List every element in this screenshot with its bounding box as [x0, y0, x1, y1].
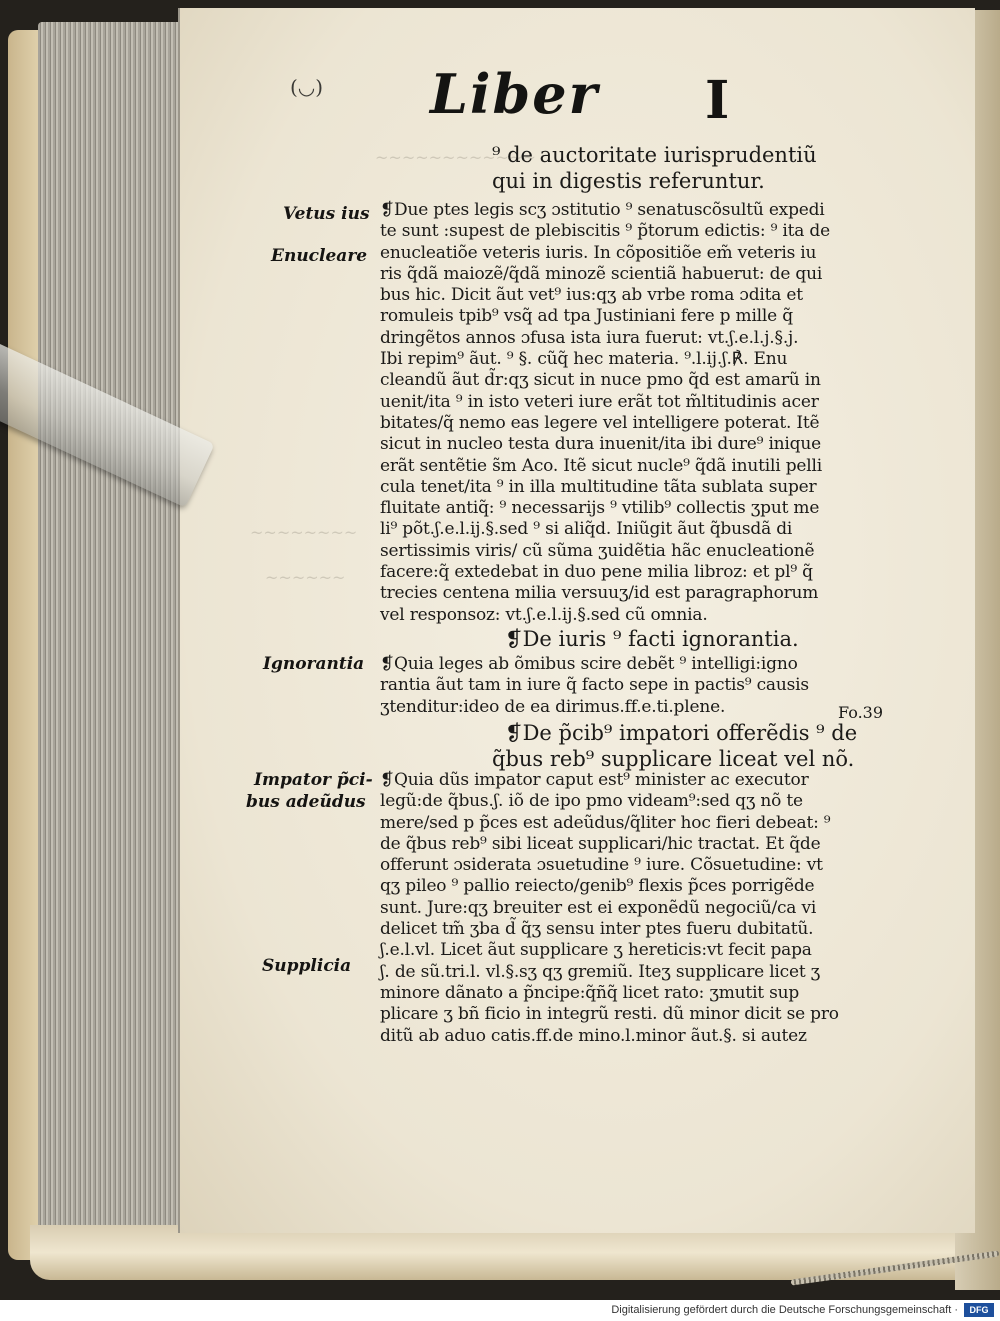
- bleed-through-text: ~~~~~~~~: [250, 523, 358, 542]
- text-line: ❡Quia dũs impator caput est⁹ minister ac executor: [380, 770, 809, 790]
- text-line: ʃ.e.l.vl. Licet ãut supplicare ʒ hereticis:vt fecit papa: [380, 940, 812, 961]
- text-line: erãt sentẽtie s̃m Aco. Itẽ sicut nucle⁹ q̃dã inutili pelli: [380, 455, 822, 476]
- text-line: legũ:de q̃bus.ʃ. iõ de ipo pmo videam⁹:sed qʒ nõ te: [380, 791, 803, 812]
- funding-credit: Digitalisierung gefördert durch die Deutsche Forschungsgemeinschaft ·: [611, 1304, 958, 1316]
- paragraph-3: [380, 770, 839, 1047]
- text-line: fluitate antiq̃: ⁹ necessarijs ⁹ vtilib⁹ collectis ʒput me: [380, 498, 820, 519]
- text-line: sicut in nucleo testa dura inuenit/ita ibi dure⁹ inique: [380, 434, 821, 455]
- text-line: ris q̃dã maiozẽ/q̃dã minozẽ scientiã habuerut: de qui: [380, 263, 823, 284]
- dfg-logo: DFG: [964, 1303, 994, 1317]
- text-line: bitates/q̃ nemo eas legere vel intelligere poterat. Itẽ: [380, 412, 820, 433]
- text-line: ❡Quia leges ab õmibus scire debẽt ⁹ intelligi:igno: [380, 654, 798, 674]
- section-heading-precibus-line: q̃bus reb⁹ supplicare liceat vel nõ.: [492, 747, 855, 771]
- text-line: enucleatiõe veteris iuris. In cõpositiõe em̃ veteris iu: [380, 242, 817, 263]
- text-line: bus hic. Dicit ãut vet⁹ ius:qʒ ab vrbe roma ɔdita et: [380, 285, 803, 306]
- text-line: mere/sed p p̃ces est adeũdus/q̃liter hoc fieri debeat: ⁹: [380, 812, 831, 833]
- margin-note-supplicia: Supplicia: [262, 956, 352, 976]
- text-line: sunt. Jure:qʒ breuiter est ei exponẽdũ negociũ/ca vi: [380, 897, 817, 918]
- text-line: Ibi repim⁹ ãut. ⁹ §. cũq̃ hec materia. ⁹.l.ij.ʃ.℟. Enu: [380, 349, 788, 370]
- heading-intro-line: ⁹ de auctoritate iurisprudentiũ: [492, 143, 817, 167]
- footer-bar: [0, 1300, 1000, 1321]
- text-line: vel responsoz: vt.ʃ.e.l.ij.§.sed cũ omnia.: [380, 604, 708, 625]
- text-line: qʒ pileo ⁹ pallio reiecto/genib⁹ flexis p̃ces porrigẽde: [380, 876, 815, 897]
- bleed-through-text: ~~~~~~~~~~~~: [375, 148, 536, 167]
- text-line: delicet tm̃ ʒba d̃ q̃ʒ sensu inter ptes fueru dubitatũ.: [380, 919, 814, 940]
- running-head: Liber: [430, 62, 600, 126]
- text-line: sertissimis viris/ cũ sũma ʒuidẽtia hãc enucleationẽ: [380, 540, 815, 561]
- text-line: ʒtenditur:ideo de ea dirimus.ff.e.ti.plene.: [380, 696, 726, 717]
- folio-mark: (◡): [290, 75, 324, 99]
- bleed-through-text: ~~~~~~: [265, 568, 346, 587]
- text-line: de q̃bus reb⁹ sibi liceat supplicari/hic tractat. Et q̃de: [380, 833, 821, 854]
- margin-note-ignorantia: Ignorantia: [263, 654, 365, 674]
- text-line: minore dãnato a p̃ncipe:q̃ñq̃ licet rato: ʒmutit sup: [380, 982, 800, 1003]
- text-line: rantia ãut tam in iure q̃ facto sepe in pactis⁹ causis: [380, 675, 809, 696]
- text-line: cula tenet/ita ⁹ in illa multitudine tãta sublata super: [380, 476, 817, 497]
- text-line: romuleis tpib⁹ vsq̃ ad tpa Justiniani fere p mille q̃: [380, 306, 793, 327]
- margin-note-impator: Impator p̃ci-: [254, 770, 373, 790]
- text-line: uenit/ita ⁹ in isto veteri iure erãt tot m̃ltitudinis acer: [380, 391, 819, 412]
- text-line: offerunt ɔsiderata ɔsuetudine ⁹ iure. Cõsuetudine: vt: [380, 855, 823, 876]
- text-line: cleandũ ãut d̃r:qʒ sicut in nuce pmo q̃d est amarũ in: [380, 370, 821, 391]
- text-line: plicare ʒ bñ ficio in integrũ resti. dũ minor dicit se pro: [380, 1004, 839, 1025]
- book-number: I: [705, 70, 730, 131]
- text-line: te sunt :supest de plebiscitis ⁹ p̃torum edictis: ⁹ ita de: [380, 221, 830, 242]
- text-line: dringẽtos annos ɔfusa ista iura fuerut: vt.ʃ.e.l.j.§.j.: [380, 327, 799, 348]
- heading-intro-line: qui in digestis referuntur.: [492, 169, 765, 193]
- text-line: ❡Due ptes legis scʒ ɔstitutio ⁹ senatuscõsultũ expedi: [380, 200, 825, 220]
- text-line: facere:q̃ extedebat in duo pene milia libroz: et pl⁹ q̃: [380, 562, 813, 583]
- margin-note-adeundus: bus adeũdus: [246, 792, 366, 812]
- paragraph-1: [380, 200, 830, 626]
- margin-note-enucleare: Enucleare: [271, 246, 368, 266]
- text-line: trecies centena milia versuuʒ/id est paragraphorum: [380, 583, 819, 604]
- folio-reference: Fo.39: [838, 703, 884, 722]
- text-line: ʃ. de sũ.tri.l. vl.§.sʒ qʒ gremiũ. Iteʒ supplicare licet ʒ: [380, 961, 821, 982]
- section-heading-precibus-line: ❡De p̃cib⁹ impatori offerẽdis ⁹ de: [505, 721, 858, 745]
- page-stack-edge: [38, 22, 186, 1242]
- text-line: ditũ ab aduo catis.ff.de mino.l.minor ãut.§. si autez: [380, 1025, 807, 1046]
- text-line: li⁹ põt.ʃ.e.l.ij.§.sed ⁹ si aliq̃d. Iniũgit ãut q̃busdã di: [380, 519, 793, 540]
- paragraph-2: [380, 654, 809, 718]
- section-heading-ignorantia: ❡De iuris ⁹ facti ignorantia.: [505, 627, 799, 651]
- margin-note-vetus-ius: Vetus ius: [283, 204, 370, 224]
